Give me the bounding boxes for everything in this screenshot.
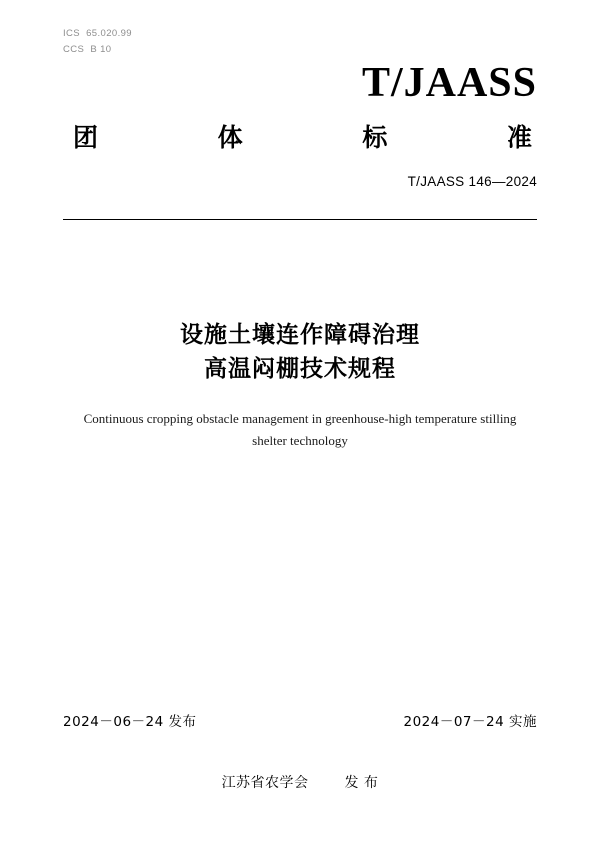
header-divider xyxy=(63,219,537,220)
publisher-line xyxy=(63,772,537,792)
title-chinese-line-1: 设施土壤连作障碍治理 xyxy=(180,322,420,348)
issue-date: 2024－06－24 发布 xyxy=(63,714,197,730)
category-char-4: 准 xyxy=(506,123,533,152)
ics-code: ICS 65.020.99 xyxy=(63,28,132,39)
ccs-code: CCS B 10 xyxy=(63,44,112,55)
category-char-1: 团 xyxy=(73,123,100,152)
standard-category-label xyxy=(63,118,537,154)
publisher-action: 发 布 xyxy=(344,775,379,791)
date-row xyxy=(63,710,537,730)
title-block xyxy=(63,318,537,452)
masthead xyxy=(63,60,537,189)
standard-mark: T/JAASS xyxy=(361,60,537,106)
publisher-organization: 江苏省农学会 xyxy=(221,775,309,791)
title-english: Continuous cropping obstacle management in greenhouse-high temperature stilling shelter technology xyxy=(83,411,517,448)
category-char-3: 标 xyxy=(362,123,389,152)
implementation-date: 2024－07－24 实施 xyxy=(403,714,537,730)
standard-number: T/JAASS 146—2024 xyxy=(407,174,537,189)
title-chinese-line-2: 高温闷棚技术规程 xyxy=(204,356,396,382)
classification-codes xyxy=(63,26,132,58)
category-char-2: 体 xyxy=(217,123,244,152)
